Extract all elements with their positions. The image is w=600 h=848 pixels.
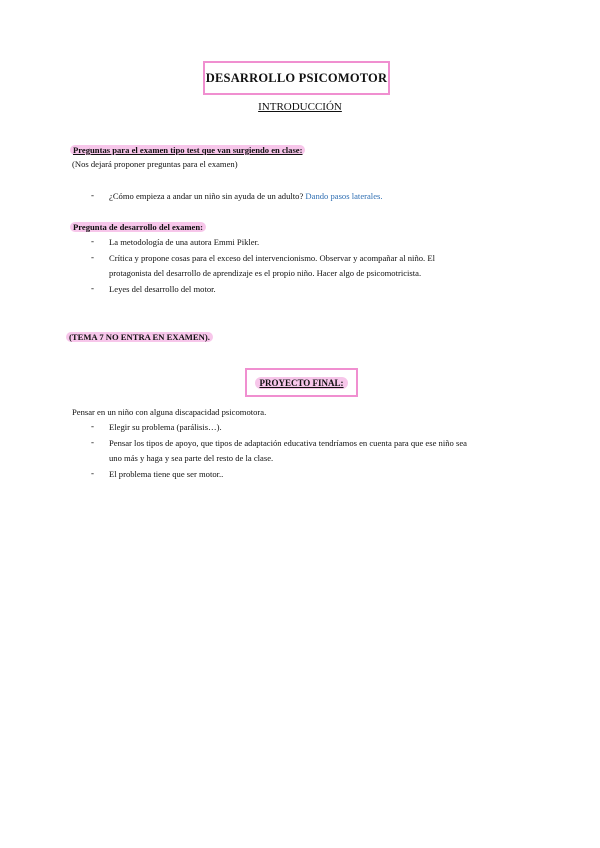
bullet-dash: - xyxy=(91,190,94,200)
list-item-continuation: uno más y haga y sea parte del resto de la clase. xyxy=(109,453,274,463)
bullet-dash: - xyxy=(91,252,94,262)
tema-note-text: (TEMA 7 NO ENTRA EN EXAMEN). xyxy=(66,332,213,342)
section2-heading xyxy=(70,221,206,233)
bullet-dash: - xyxy=(91,468,94,478)
proyecto-final-heading xyxy=(245,368,358,397)
list-item: La metodología de una autora Emmi Pikler. xyxy=(109,237,260,247)
section1-heading xyxy=(70,144,305,156)
question-text: ¿Cómo empieza a andar un niño sin ayuda de un adulto? xyxy=(109,191,304,201)
section1-note: (Nos dejará proponer preguntas para el examen) xyxy=(72,159,238,169)
bullet-dash: - xyxy=(91,437,94,447)
list-item: Crítica y propone cosas para el exceso del intervencionismo. Observar y acompañar al niño. El xyxy=(109,253,435,263)
list-item: Elegir su problema (parálisis…). xyxy=(109,422,222,432)
proyecto-intro: Pensar en un niño con alguna discapacidad psicomotora. xyxy=(72,407,267,417)
bullet-dash: - xyxy=(91,421,94,431)
bullet-dash: - xyxy=(91,283,94,293)
list-item: El problema tiene que ser motor.. xyxy=(109,469,224,479)
proyecto-final-text: PROYECTO FINAL: xyxy=(255,377,347,389)
list-item-continuation: protagonista del desarrollo de aprendizaje es el propio niño. Hacer algo de psicomotricista. xyxy=(109,268,422,278)
bullet-dash: - xyxy=(91,236,94,246)
tema-note xyxy=(66,331,213,343)
list-item: Leyes del desarrollo del motor. xyxy=(109,284,216,294)
list-item: Pensar los tipos de apoyo, que tipos de adaptación educativa tendríamos en cuenta para que ese niño sea xyxy=(109,438,467,448)
document-title xyxy=(203,61,390,95)
section1-heading-text: Preguntas para el examen tipo test que van surgiendo en clase: xyxy=(70,145,305,155)
list-item xyxy=(109,190,383,202)
section-subtitle: INTRODUCCIÓN xyxy=(258,101,342,113)
title-text: DESARROLLO PSICOMOTOR xyxy=(205,70,388,85)
section2-heading-text: Pregunta de desarrollo del examen: xyxy=(70,222,206,232)
answer-text: Dando pasos laterales. xyxy=(305,191,383,201)
